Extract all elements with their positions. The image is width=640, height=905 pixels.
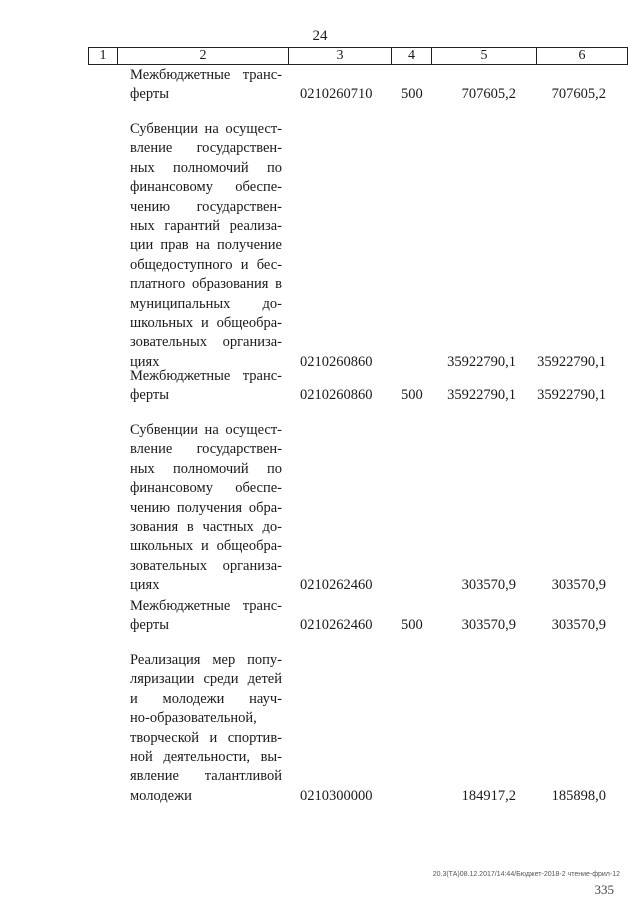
column-header-2: 2 — [118, 48, 289, 65]
page-number: 24 — [312, 28, 328, 44]
column-header-3: 3 — [289, 48, 392, 65]
row-value-6: 707605,2 — [551, 86, 606, 103]
row-value-5: 184917,2 — [461, 787, 516, 804]
row-value-6: 35922790,1 — [537, 387, 606, 404]
row-value-5: 35922790,1 — [447, 353, 516, 370]
column-header-6: 6 — [537, 48, 628, 65]
row-description: Субвенции на осущест- вление государствен- ных полномочий по финансовому обеспе- чению получения обра- зования в частных до- школьных и общеобра- зовательных организа- циях — [130, 422, 282, 594]
row-code: 0210260860 — [300, 387, 373, 404]
column-header-5: 5 — [432, 48, 537, 65]
row-value-6: 303570,9 — [551, 617, 606, 634]
row-value-6: 35922790,1 — [537, 353, 606, 370]
row-description: Межбюджетные транс- ферты — [130, 67, 282, 103]
row-code: 0210262460 — [300, 577, 373, 594]
row-description: Межбюджетные транс- ферты — [130, 598, 282, 634]
row-value-6: 303570,9 — [551, 577, 606, 594]
row-value-5: 707605,2 — [461, 86, 516, 103]
folio-number: 335 — [594, 882, 614, 897]
row-value-6: 185898,0 — [551, 787, 606, 804]
row-code: 0210262460 — [300, 617, 373, 634]
row-value-5: 303570,9 — [461, 617, 516, 634]
row-type: 500 — [401, 86, 423, 103]
row-description: Субвенции на осущест- вление государствен- ных полномочий по финансовому обеспе- чению государствен- ных гарантий реализа- ции прав на получение общедоступного и бес- платного образования в муниципальных до- школьных и общеобра- зовательных организа- циях — [130, 121, 282, 370]
row-type: 500 — [401, 387, 423, 404]
row-description: Реализация мер попу- ляризации среди детей и молодежи науч- но-образовательной, творческой и спортив- ной деятельности, вы- явление талантливой молодежи — [130, 652, 282, 804]
column-header-4: 4 — [392, 48, 432, 65]
row-code: 0210300000 — [300, 787, 373, 804]
column-header-1: 1 — [89, 48, 118, 65]
row-value-5: 35922790,1 — [447, 387, 516, 404]
row-description: Межбюджетные транс- ферты — [130, 368, 282, 404]
row-value-5: 303570,9 — [461, 577, 516, 594]
row-type: 500 — [401, 617, 423, 634]
footer-note: 20.3(ТА)08.12.2017/14:44/Бюджет-2018-2 чтение-фрил-12 — [432, 871, 620, 878]
row-code: 0210260710 — [300, 86, 373, 103]
column-header-table — [88, 47, 628, 65]
row-code: 0210260860 — [300, 353, 373, 370]
